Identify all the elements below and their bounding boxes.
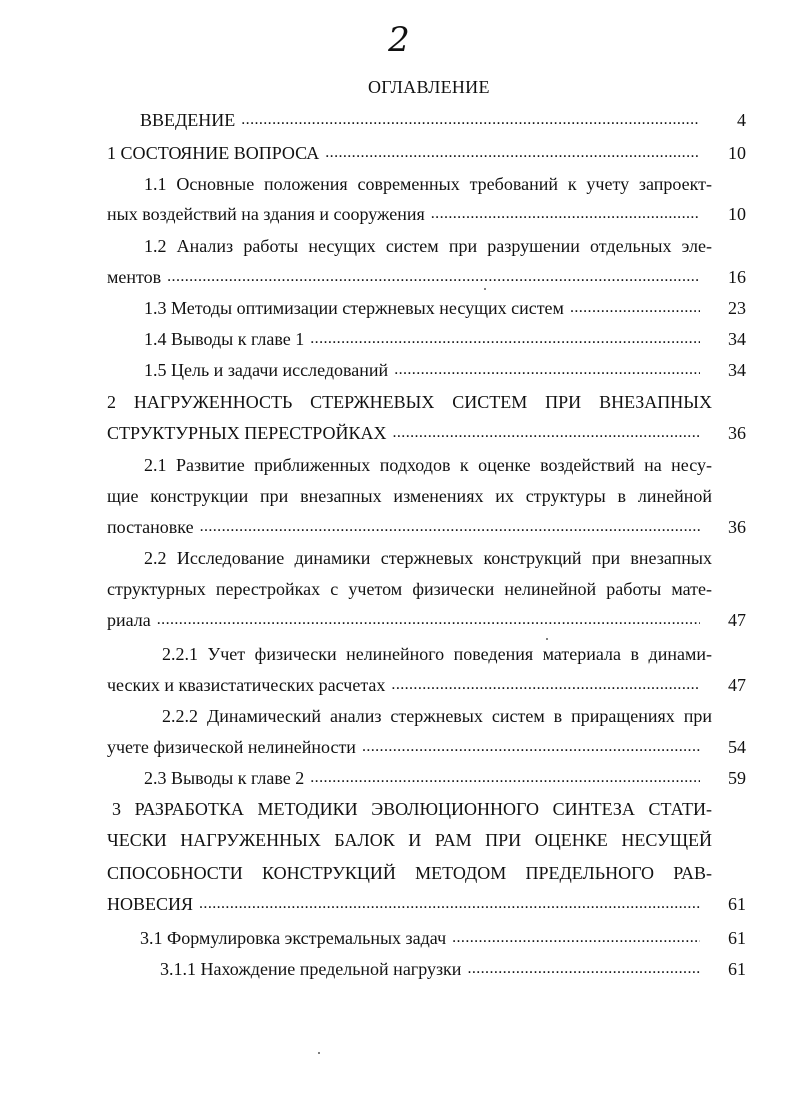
toc-entry-last-line — [144, 766, 706, 790]
scan-speck — [318, 1052, 320, 1054]
toc-entry-last-line — [140, 108, 706, 132]
toc-entry-last-line — [140, 926, 706, 950]
dot-leader — [394, 358, 700, 376]
dot-leader — [310, 327, 700, 345]
dot-leader — [157, 608, 700, 626]
toc-entry-line: 2.2 Исследование динамики стержневых конструкций при внезапных — [144, 548, 712, 568]
toc-entry-text: СТРУКТУРНЫХ ПЕРЕСТРОЙКАХ — [107, 423, 387, 443]
toc-entry-text: 3.1.1 Нахождение предельной нагрузки — [160, 959, 462, 979]
toc-entry-line: 1.2 Анализ работы несущих систем при разрушении отдельных эле- — [144, 236, 712, 256]
toc-entry-last-line — [107, 421, 706, 445]
toc-entry-line: 2 НАГРУЖЕННОСТЬ СТЕРЖНЕВЫХ СИСТЕМ ПРИ ВНЕЗАПНЫХ — [107, 392, 712, 412]
toc-page-number: 54 — [728, 737, 746, 757]
toc-page-number: 4 — [737, 110, 746, 130]
toc-page-number: 47 — [728, 610, 746, 630]
toc-entry-line: 3 РАЗРАБОТКА МЕТОДИКИ ЭВОЛЮЦИОННОГО СИНТЕЗА СТАТИ- — [112, 799, 712, 819]
toc-entry-last-line — [107, 608, 706, 632]
dot-leader — [467, 957, 700, 975]
toc-entry-text: 2.3 Выводы к главе 2 — [144, 768, 305, 788]
toc-entry-text: 1.4 Выводы к главе 1 — [144, 329, 305, 349]
toc-entry-last-line — [107, 892, 706, 916]
toc-entry-last-line — [144, 358, 706, 382]
toc-entry-text: ных воздействий на здания и сооружения — [107, 204, 425, 224]
dot-leader — [241, 108, 700, 126]
toc-entry-last-line — [107, 515, 706, 539]
scan-speck — [484, 288, 486, 290]
toc-entry-last-line — [107, 735, 706, 759]
toc-page-number: 59 — [728, 768, 746, 788]
toc-page-number: 23 — [728, 298, 746, 318]
toc-page-number: 61 — [728, 894, 746, 914]
dot-leader — [167, 265, 700, 283]
handwritten-page-number: 2 — [388, 20, 410, 60]
dot-leader — [199, 892, 700, 910]
toc-entry-line: 1.1 Основные положения современных требований к учету запроект- — [144, 174, 712, 194]
toc-title: ОГЛАВЛЕНИЕ — [368, 77, 490, 97]
toc-entry-last-line — [144, 327, 706, 351]
toc-entry-text: постановке — [107, 517, 194, 537]
dot-leader — [452, 926, 700, 944]
toc-page-number: 16 — [728, 267, 746, 287]
dot-leader — [391, 673, 700, 691]
toc-page-number: 36 — [728, 423, 746, 443]
scan-speck — [546, 638, 548, 640]
toc-entry-text: ческих и квазистатических расчетах — [107, 675, 386, 695]
toc-entry-text: 1 СОСТОЯНИЕ ВОПРОСА — [107, 143, 320, 163]
dot-leader — [200, 515, 700, 533]
toc-entry-line: 2.1 Развитие приближенных подходов к оценке воздействий на несу- — [144, 455, 712, 475]
toc-page-number: 10 — [728, 143, 746, 163]
toc-entry-text: 1.3 Методы оптимизации стержневых несущих систем — [144, 298, 564, 318]
dot-leader — [431, 202, 700, 220]
toc-entry-text: 1.5 Цель и задачи исследований — [144, 360, 389, 380]
toc-entry-last-line — [107, 673, 706, 697]
dot-leader — [393, 421, 701, 439]
toc-entry-last-line — [160, 957, 706, 981]
toc-page-number: 61 — [728, 959, 746, 979]
toc-entry-text: учете физической нелинейности — [107, 737, 356, 757]
toc-page-number: 61 — [728, 928, 746, 948]
toc-entry-last-line — [107, 141, 706, 165]
toc-entry-last-line — [107, 202, 706, 226]
toc-entry-line: 2.2.1 Учет физически нелинейного поведения материала в динами- — [162, 644, 712, 664]
dot-leader — [570, 296, 700, 314]
toc-entry-line: ЧЕСКИ НАГРУЖЕННЫХ БАЛОК И РАМ ПРИ ОЦЕНКЕ НЕСУЩЕЙ — [107, 830, 712, 850]
toc-page-number: 47 — [728, 675, 746, 695]
toc-page-number: 34 — [728, 329, 746, 349]
dot-leader — [325, 141, 700, 159]
toc-entry-last-line — [107, 265, 706, 289]
toc-entry-text: 3.1 Формулировка экстремальных задач — [140, 928, 447, 948]
toc-entry-text: ментов — [107, 267, 162, 287]
toc-entry-line: щие конструкции при внезапных изменениях их структуры в линейной — [107, 486, 712, 506]
toc-entry-line: СПОСОБНОСТИ КОНСТРУКЦИЙ МЕТОДОМ ПРЕДЕЛЬНОГО РАВ- — [107, 863, 712, 883]
toc-entry-text: НОВЕСИЯ — [107, 894, 194, 914]
dot-leader — [362, 735, 700, 753]
toc-page-number: 34 — [728, 360, 746, 380]
dot-leader — [310, 766, 700, 784]
toc-page-number: 36 — [728, 517, 746, 537]
toc-page-number: 10 — [728, 204, 746, 224]
toc-entry-last-line — [144, 296, 706, 320]
toc-entry-text: риала — [107, 610, 151, 630]
toc-entry-line: 2.2.2 Динамический анализ стержневых систем в приращениях при — [162, 706, 712, 726]
toc-entry-line: структурных перестройках с учетом физически нелинейной работы мате- — [107, 579, 712, 599]
toc-entry-text: ВВЕДЕНИЕ — [140, 110, 236, 130]
